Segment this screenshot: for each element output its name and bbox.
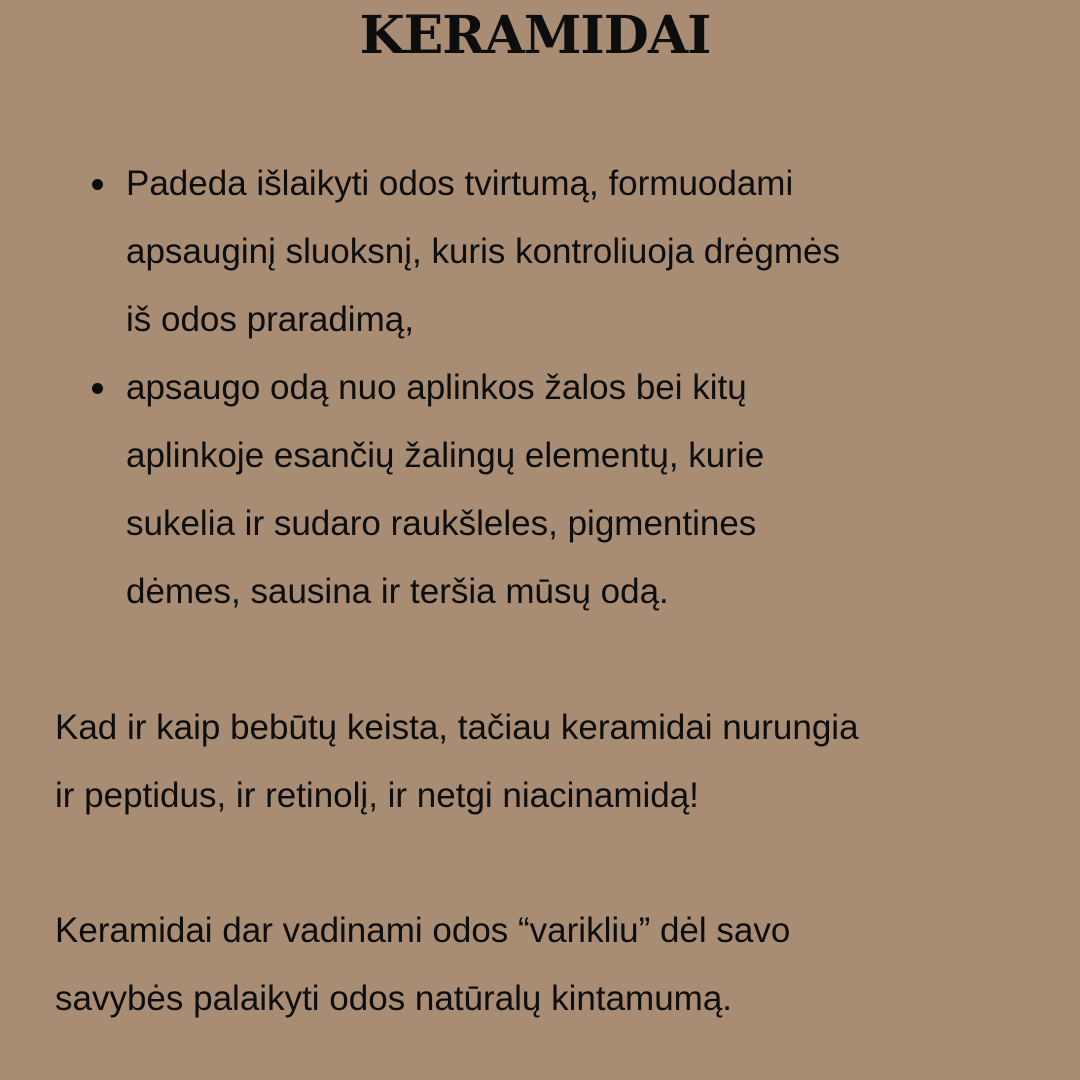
paragraph-line: savybės palaikyti odos natūralų kintamumą.: [55, 979, 733, 1018]
paragraph-line: Kad ir kaip bebūtų keista, tačiau keramidai nurungia: [55, 708, 859, 747]
paragraph-comparison: [55, 694, 859, 830]
benefits-list: [0, 150, 840, 626]
bullet-icon: [92, 383, 103, 394]
paragraph-engine: [55, 897, 790, 1033]
list-item-line: Padeda išlaikyti odos tvirtumą, formuodami: [126, 164, 794, 203]
list-item: [0, 354, 840, 626]
paragraph-line: Keramidai dar vadinami odos “varikliu” dėl savo: [55, 911, 791, 950]
bullet-icon: [92, 179, 103, 190]
list-item-line: iš odos praradimą,: [126, 300, 414, 339]
list-item-line: dėmes, sausina ir teršia mūsų odą.: [126, 572, 669, 611]
list-item-line: aplinkoje esančių žalingų elementų, kurie: [126, 436, 765, 475]
page-title: KERAMIDAI: [359, 5, 711, 66]
paragraph-line: ir peptidus, ir retinolį, ir netgi niacinamidą!: [55, 776, 699, 815]
list-item-line: apsauginį sluoksnį, kuris kontroliuoja drėgmės: [126, 232, 840, 271]
list-item-line: apsaugo odą nuo aplinkos žalos bei kitų: [126, 368, 747, 407]
list-item-line: sukelia ir sudaro raukšleles, pigmentines: [126, 504, 757, 543]
list-item: [0, 150, 840, 354]
